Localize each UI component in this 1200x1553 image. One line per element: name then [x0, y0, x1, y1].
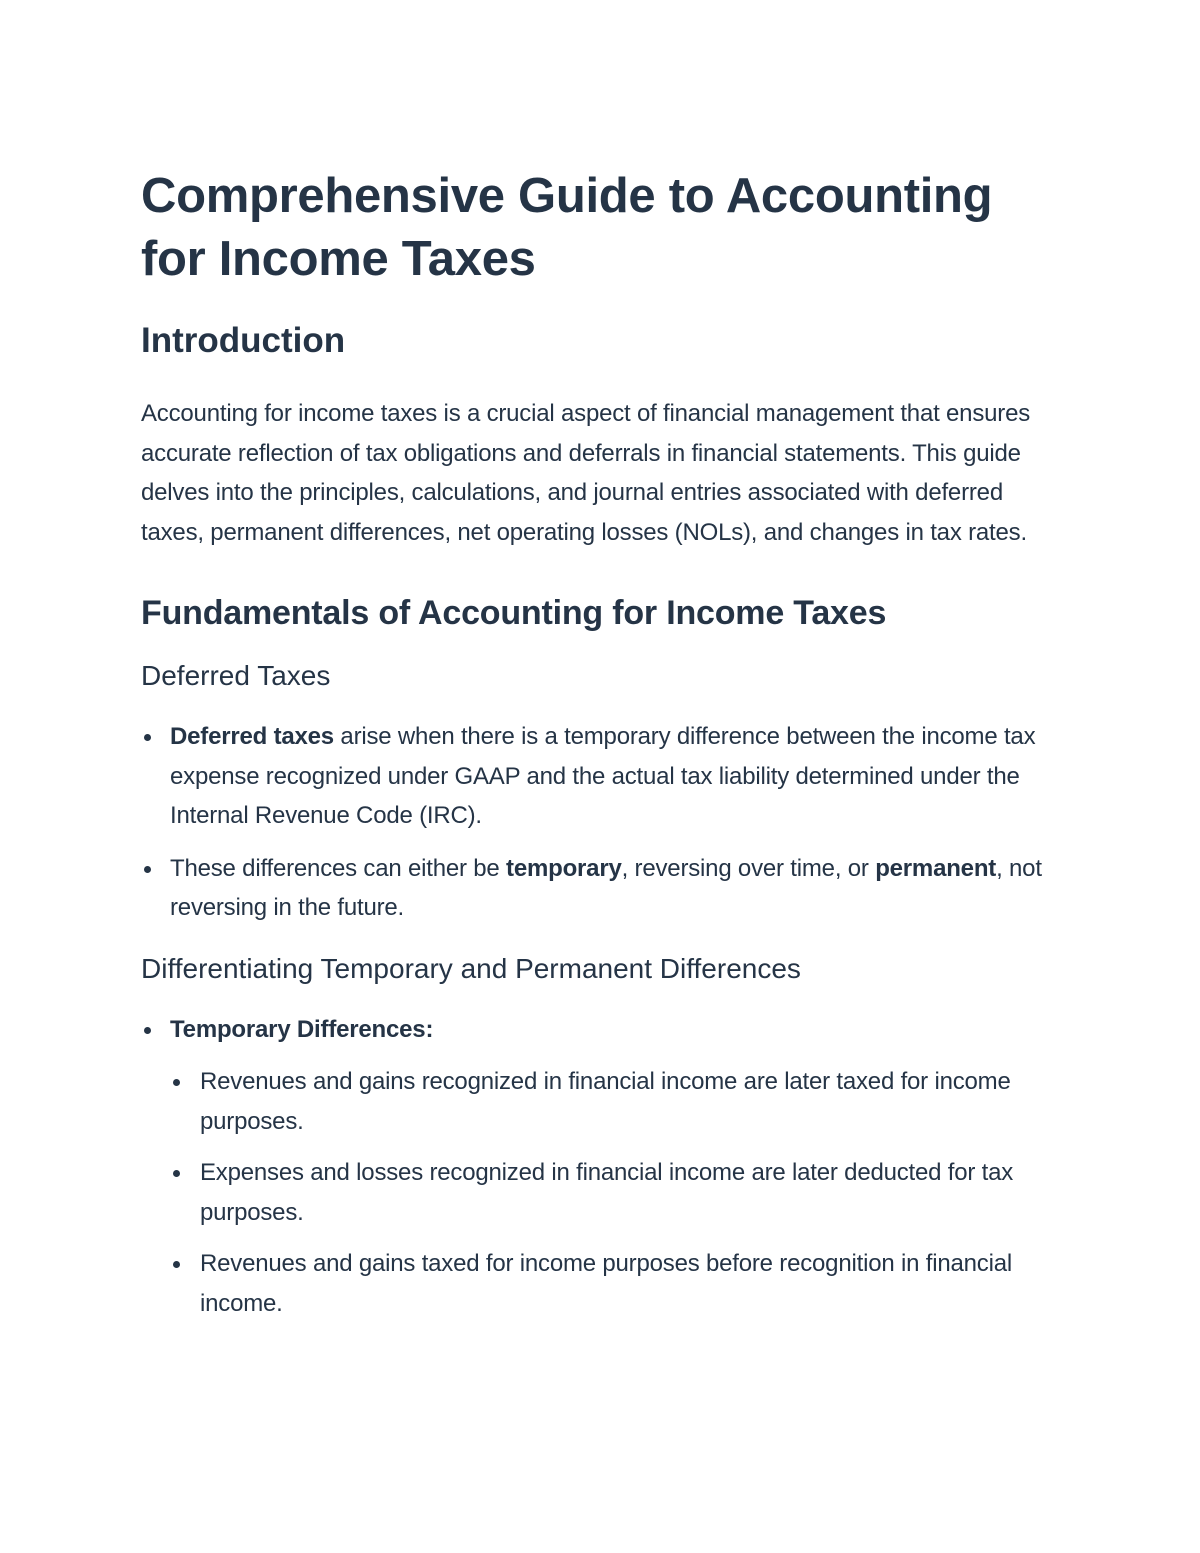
bullet-icon	[173, 1170, 180, 1177]
bullet-icon	[173, 1261, 180, 1268]
sublist-item	[170, 1244, 1066, 1323]
sublist-item-text: Revenues and gains taxed for income purposes before recognition in financial income.	[200, 1250, 1012, 1317]
bold-term: Deferred taxes	[170, 723, 334, 750]
deferred-taxes-heading: Deferred Taxes	[141, 660, 331, 691]
deferred-taxes-list	[141, 717, 1066, 928]
bullet-icon	[144, 734, 151, 741]
fundamentals-heading: Fundamentals of Accounting for Income Taxes	[141, 594, 887, 632]
introduction-heading: Introduction	[141, 321, 346, 360]
list-item	[141, 717, 1066, 836]
differentiating-heading: Differentiating Temporary and Permanent Differences	[141, 952, 801, 984]
temporary-differences-sublist	[170, 1062, 1066, 1323]
differences-list	[141, 1010, 1066, 1324]
document-page	[141, 165, 1066, 1323]
introduction-paragraph: Accounting for income taxes is a crucial aspect of financial management that ensures accurate reflection of tax obligations and deferrals in financial statements. This guide delves into the principles, calculations, and journal entries associated with deferred taxes, permanent differences, net operating losses (NOLs), and changes in tax rates.	[141, 400, 1031, 546]
list-item-text: , reversing over time, or	[621, 854, 876, 882]
bold-term: temporary	[506, 854, 622, 882]
sublist-item-text: Revenues and gains recognized in financial income are later taxed for income purposes.	[200, 1068, 1011, 1135]
sublist-item-text: Expenses and losses recognized in financial income are later deducted for tax purposes.	[200, 1159, 1014, 1226]
sublist-item	[170, 1062, 1066, 1141]
bullet-icon	[173, 1079, 180, 1086]
list-item-text: arise when there is a temporary difference between the income tax expense recognized under GAAP and the actual tax liability determined under the Internal Revenue Code (IRC).	[170, 723, 1036, 829]
list-item-text: , not reversing in the future.	[170, 854, 1042, 921]
list-item	[141, 849, 1066, 928]
list-item-text: These differences can either be	[170, 854, 507, 882]
sublist-item	[170, 1153, 1066, 1232]
document-title: Comprehensive Guide to Accounting for Income Taxes	[141, 169, 993, 286]
bullet-icon	[144, 866, 151, 873]
list-item	[141, 1010, 1066, 1324]
temporary-differences-label: Temporary Differences:	[170, 1015, 434, 1043]
bullet-icon	[144, 1027, 151, 1034]
bold-term: permanent	[875, 854, 997, 882]
